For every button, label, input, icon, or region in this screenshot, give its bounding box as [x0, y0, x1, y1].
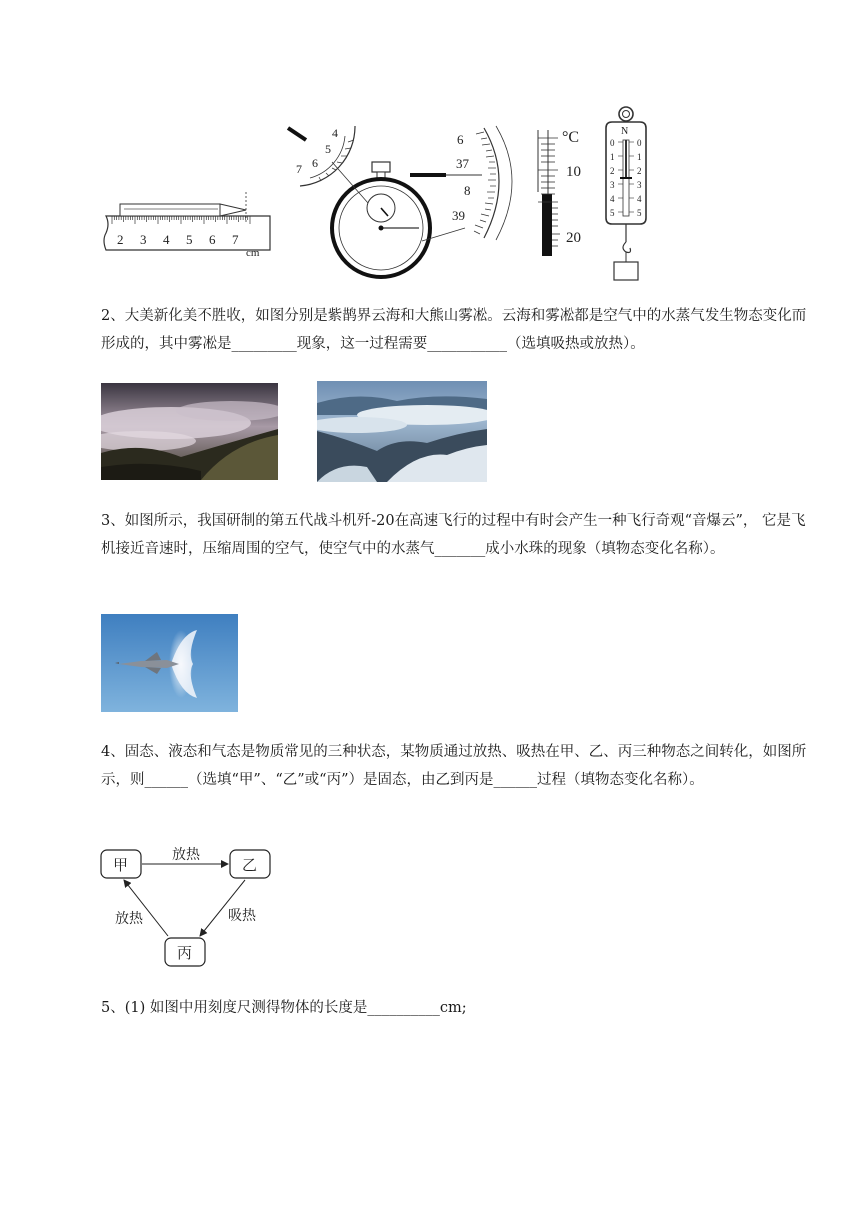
ruler-tick-label: 2 — [117, 232, 124, 247]
thermometer-tick: 10 — [566, 164, 581, 180]
question-2 — [101, 302, 807, 358]
spring-scale-tick-left: 5 — [610, 208, 615, 218]
question-5-text: 5、(1) 如图中用刻度尺测得物体的长度是__________cm; — [101, 1000, 467, 1016]
edge-label-yi-bing: 吸热 — [228, 909, 256, 924]
arrow-bing-to-jia — [124, 880, 168, 936]
thermometer-unit: °C — [562, 129, 580, 146]
stopwatch-small-tick: 7 — [296, 162, 302, 176]
question-3 — [101, 507, 807, 563]
spring-scale-tick-right: 5 — [637, 208, 642, 218]
thermometer-tick: 20 — [566, 230, 581, 246]
spring-scale-tick-left: 1 — [610, 152, 615, 162]
question-5 — [101, 994, 807, 1022]
question-3-text: 3、如图所示，我国研制的第五代战斗机歼-20在高速飞行的过程中有时会产生一种飞行奇观“音爆云”， 它是飞机接近音速时，压缩周围的空气，使空气中的水蒸气_______成小水珠的现象（填物态变化名称）。 — [101, 513, 806, 557]
node-bing: 丙 — [177, 946, 193, 962]
spring-scale-unit: N — [621, 126, 629, 137]
instruments-figure — [100, 100, 660, 285]
rime-photo — [317, 381, 487, 482]
stopwatch-small-tick: 6 — [312, 156, 318, 170]
stopwatch-large-tick: 8 — [464, 183, 471, 198]
node-yi: 乙 — [242, 858, 258, 874]
stopwatch-large-tick: 6 — [457, 132, 464, 147]
ruler-tick-label: 5 — [186, 232, 193, 247]
spring-scale-tick-left: 2 — [610, 166, 615, 176]
edge-label-jia-yi: 放热 — [172, 848, 200, 863]
edge-label-bing-jia: 放热 — [115, 912, 143, 927]
question-4 — [101, 738, 807, 794]
ruler-with-pencil — [104, 192, 270, 259]
spring-scale-tick-right: 3 — [637, 180, 642, 190]
stopwatch-small-tick: 5 — [325, 142, 331, 156]
sonic-boom-cloud-photo — [101, 614, 238, 712]
stopwatch-large-tick: 37 — [456, 156, 469, 171]
spring-scale-tick-right: 1 — [637, 152, 642, 162]
spring-scale-tick-left: 3 — [610, 180, 615, 190]
spring-scale-tick-left: 0 — [610, 138, 615, 148]
sea-of-clouds-photo — [101, 383, 278, 480]
question-2-text: 2、大美新化美不胜收，如图分别是紫鹊界云海和大熊山雾凇。云海和雾凇都是空气中的水蒸气发生物态变化而形成的，其中雾凇是_________现象，这一过程需要___________（选填吸热或放热）。 — [101, 308, 807, 352]
spring-scale-tick-right: 0 — [637, 138, 642, 148]
ruler-tick-label: 3 — [140, 232, 147, 247]
spring-scale-tick-left: 4 — [610, 194, 615, 204]
spring-scale-tick-right: 4 — [637, 194, 642, 204]
node-jia: 甲 — [113, 858, 129, 874]
ruler-tick-label: 6 — [209, 232, 216, 247]
ruler-tick-label: 4 — [163, 232, 170, 247]
spring-scale — [606, 107, 646, 280]
stopwatch-small-tick: 4 — [332, 126, 338, 140]
stopwatch-large-tick: 39 — [452, 208, 465, 223]
question-4-text: 4、固态、液态和气态是物质常见的三种状态，某物质通过放热、吸热在甲、乙、丙三种物态之间转化，如图所示，则______（选填“甲”、“乙”或“丙”）是固态，由乙到丙是______过程（填物态变化名称）。 — [101, 744, 807, 788]
thermometer — [538, 129, 581, 256]
ruler-unit: cm — [246, 247, 260, 259]
arrow-yi-to-bing — [200, 880, 245, 936]
spring-scale-tick-right: 2 — [637, 166, 642, 176]
ruler-tick-label: 7 — [232, 232, 239, 247]
phase-transition-diagram — [100, 842, 280, 970]
stopwatch — [288, 126, 465, 277]
